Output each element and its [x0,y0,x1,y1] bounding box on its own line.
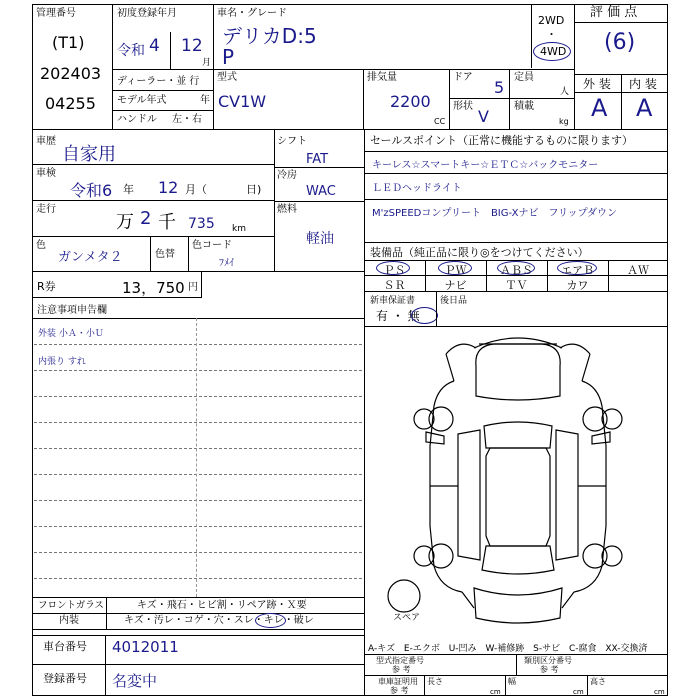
equip-sr: ＳＲ [383,279,406,292]
km-unit: km [232,224,246,234]
legend-c: C-腐食 [568,644,597,654]
mileage-label: 走行 [36,204,56,215]
int-grade: A [636,94,653,122]
car-damage-diagram [364,326,668,636]
cap-unit: 人 [560,87,570,97]
notes-line-2: 内張り すれ [38,357,86,367]
drive-4wd: 4WD [540,45,567,58]
ac-value: WAC [306,184,336,199]
handle-label: ハンドル [117,114,157,125]
handle-lr: 左・右 [172,114,202,125]
load-label: 積載 [514,101,534,112]
history-value: 自家用 [62,144,116,165]
model-year-label: モデル年式 [117,95,167,106]
notes-label: 注意事項申告欄 [37,305,107,316]
fuel-label: 燃料 [277,204,297,215]
spare-label: スペア [393,613,421,623]
mgmt-label: 管理番号 [36,8,76,19]
legend-u: U-凹み [448,644,477,654]
note-rule-line [34,370,362,371]
drive-dot: ・ [546,28,557,41]
sales-line-3: M'zSPEEDコンプリート BIG-Xナビ フリップダウン [372,208,617,219]
cc-unit: CC [434,117,446,126]
length-label: 長さ [427,677,443,686]
equip-abs: ＡＢＳ [500,264,533,277]
circle-abs [497,261,535,275]
postfit-label: 後日品 [440,296,468,306]
mileage-sen: 千 [158,212,176,233]
drive-2wd: 2WD [538,14,565,27]
shape-value: V [478,107,489,126]
reg-year: 4 [149,36,160,56]
equip-leather: カワ [566,279,589,292]
chassis-value: 4012011 [112,638,179,656]
note-rule-line [34,500,362,501]
inspect-label: 車検 [36,168,56,179]
note-rule-line [34,396,362,397]
equip-airbag: エアＢ [561,264,594,277]
class-ref: 参 考 [540,665,559,674]
color-label: 色 [36,240,46,251]
sales-line-2: ＬＥＤヘッドライト [372,183,462,194]
note-rule-line [34,474,362,475]
fuel-value: 軽油 [306,231,334,247]
note-rule-line [34,344,362,345]
chassis-label: 車台番号 [43,640,87,653]
r-value-box [32,271,202,298]
dealer-label: ディーラー・並 行 [117,76,200,87]
reg-no-value: 名変中 [112,672,158,690]
r-label: R券 [37,280,56,293]
reg-no-label: 登録番号 [43,672,87,685]
type-cert-ref: 参 考 [392,665,411,674]
note-column-divider [196,318,197,597]
legend-xx: XX-交換済 [605,644,648,654]
legend-w: W-補修跡 [485,644,525,654]
grade: P [222,45,235,69]
width-label: 幅 [508,677,516,686]
name-label: 車名・グレード [217,8,287,19]
shape-label: 形状 [453,101,473,112]
note-rule-line [34,526,362,527]
first-reg-label: 初度登録年月 [117,8,177,19]
interior-label: 内装 [59,615,79,626]
int-label: 内 装 [629,77,657,91]
r-value: 13，750 [122,279,185,297]
shift-value: FAT [306,152,329,167]
equip-tv: ＴＶ [505,279,528,292]
sales-label: セールスポイント（正常に機能するものに限ります） [370,134,634,147]
inspect-year-unit: 年 [123,183,134,196]
reg-month: 12 [181,36,203,56]
color-code-label: 色コード [192,240,232,251]
cert-label: 車庫証明用 [378,677,418,686]
month-suffix: 月 [202,58,212,68]
circle-pw [438,261,472,275]
color-value: ガンメタ２ [58,250,123,265]
cert-ref: 参 考 [390,686,409,695]
type-label: 型式 [217,72,237,83]
mileage-man: 万 [116,212,134,233]
equip-navi: ナビ [444,279,467,292]
legend-a: A-キズ [368,644,396,654]
cap-label: 定員 [514,72,534,83]
year-suffix: 年 [200,95,210,106]
circle-ps [376,261,410,275]
mgmt-number-2: 04255 [45,94,96,113]
front-glass-label: フロントガラス [38,600,104,611]
mgmt-number-1: 202403 [40,64,102,83]
disp-label: 排気量 [367,72,397,83]
equip-pw: ＰＷ [444,264,467,277]
warranty-value: 有 ・ 無 [376,309,420,323]
equip-aw: ＡＷ [627,264,649,277]
door-label: ドア [453,72,473,83]
circle-airbag [557,261,597,275]
equip-ps: ＰＳ [383,264,406,277]
length-cm: cm [490,688,501,696]
ext-grade: A [591,94,608,122]
interior-options: キズ・汚レ・コゲ・穴・スレ・キレ・破レ [124,615,314,626]
inspect-month-unit: 月（ [185,183,207,196]
type-value: CV1W [218,92,267,111]
type-cert-label: 型式指定番号 [376,656,424,665]
note-rule-line [34,422,362,423]
equipment-label: 装備品（純正品に限り◎をつけてください） [370,246,589,259]
color-change-label: 色替 [155,249,175,260]
sales-line-1: キーレス☆スマートキー☆ＥＴＣ☆バックモニター [372,160,599,171]
warranty-label: 新車保証書 [370,296,416,306]
legend-e: E-エクボ [403,644,440,654]
note-rule-line [34,448,362,449]
height-cm: cm [654,688,665,696]
color-code-value: ﾌﾒｲ [219,258,234,269]
shift-label: シフト [277,136,307,147]
history-label: 車歴 [36,136,56,147]
door-value: 5 [494,78,505,97]
ac-label: 冷房 [277,170,297,181]
circle-interior-scuff [255,613,286,628]
inspect-day-unit: 日) [246,183,262,196]
notes-line-1: 外装 小Ａ・小Ｕ [38,329,104,339]
yen-unit: 円 [188,282,198,293]
mileage-rest: 735 [188,216,215,232]
front-glass-options: キズ・飛石・ヒビ割・リペア跡・Ｘ要 [137,600,307,611]
load-unit: kg [559,117,569,126]
score-label: 評 価 点 [590,5,638,20]
inspect-month: 12 [158,178,179,197]
mgmt-code: (T1) [52,33,85,52]
note-rule-line [34,578,362,579]
inspect-era: 令和6 [70,181,113,200]
disp-value: 2200 [390,92,431,111]
class-label: 類別区分番号 [524,656,572,665]
note-rule-line [34,552,362,553]
circle-warranty-none [411,307,438,324]
width-cm: cm [573,688,584,696]
legend-s: S-サビ [533,644,561,654]
car-name: デリカD:5 [222,24,317,48]
mileage-2: 2 [140,208,152,229]
reg-era: 令和 [117,43,145,59]
ext-label: 外 装 [583,77,611,91]
damage-legend [368,641,654,654]
drive-4wd-circle [533,42,571,61]
score-value: (6) [604,30,636,55]
height-label: 高さ [590,677,606,686]
